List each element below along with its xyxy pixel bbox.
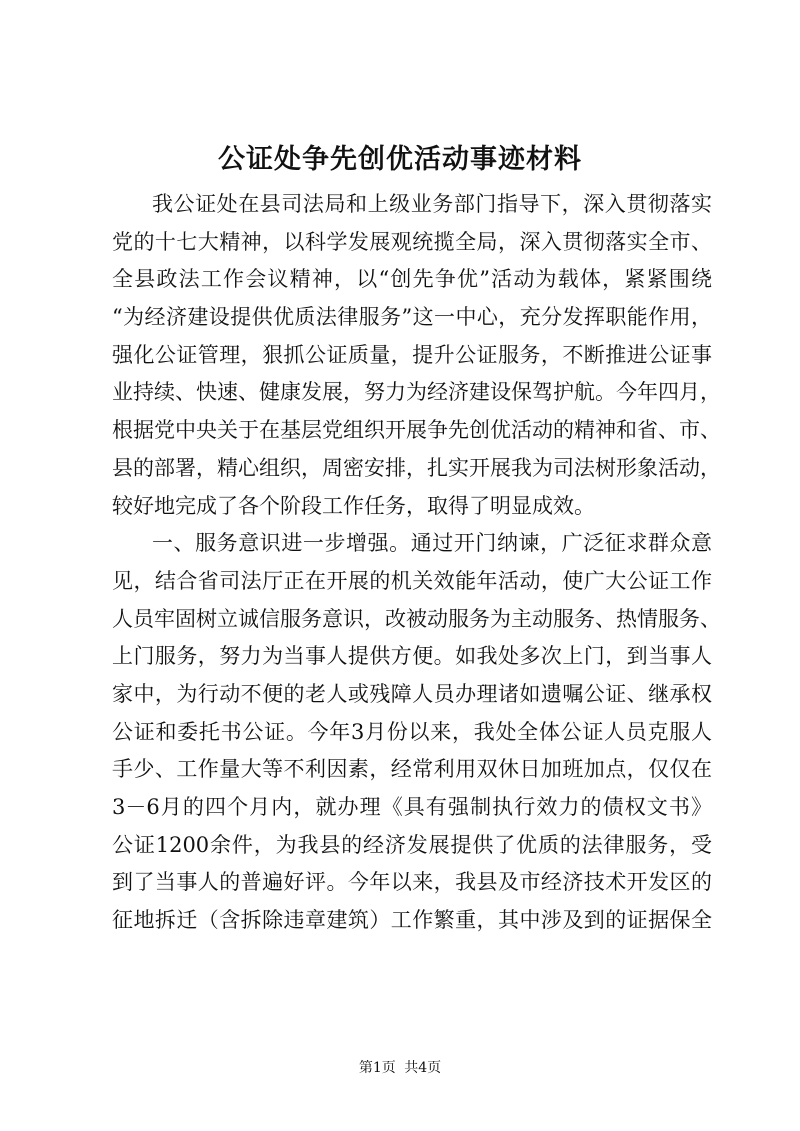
text-line: 人员牢固树立诚信服务意识，改被动服务为主动服务、热情服务、 (112, 606, 721, 631)
paragraph-service-awareness (112, 525, 721, 940)
text-line: 根据党中央关于在基层党组织开展争先创优活动的精神和省、市、 (112, 418, 721, 443)
text-line: 强化公证管理，狠抓公证质量，提升公证服务，不断推进公证事 (112, 342, 712, 367)
text-line: 公证和委托书公证。今年3月份以来，我处全体公证人员克服人 (112, 719, 712, 744)
text-line: 较好地完成了各个阶段工作任务，取得了明显成效。 (112, 493, 595, 518)
page-total: 共4页 (404, 1060, 442, 1076)
text-line: 党的十七大精神，以科学发展观统揽全局，深入贯彻落实全市、 (112, 229, 712, 254)
text-line: 一、服务意识进一步增强。通过开门纳谏，广泛征求群众意 (152, 531, 712, 556)
text-line: 上门服务，努力为当事人提供方便。如我处多次上门，到当事人 (112, 644, 712, 669)
document-body (112, 186, 721, 940)
page-number: 第1页 (358, 1060, 396, 1076)
text-line: “为经济建设提供优质法律服务”这一中心，充分发挥职能作用， (112, 305, 712, 330)
page-footer (0, 1058, 800, 1078)
paragraph-intro (112, 186, 721, 525)
text-line: 家中，为行动不便的老人或残障人员办理诸如遗嘱公证、继承权 (112, 681, 712, 706)
text-line: 公证1200余件，为我县的经济发展提供了优质的法律服务，受 (112, 832, 712, 857)
text-line: 征地拆迁（含拆除违章建筑）工作繁重，其中涉及到的证据保全 (112, 908, 712, 933)
text-line: 全县政法工作会议精神，以“创先争优”活动为载体，紧紧围绕 (112, 267, 712, 292)
text-line: 业持续、快速、健康发展，努力为经济建设保驾护航。今年四月， (112, 380, 721, 405)
text-line: 手少、工作量大等不利因素，经常利用双休日加班加点，仅仅在 (112, 757, 712, 782)
text-line: 到了当事人的普遍好评。今年以来，我县及市经济技术开发区的 (112, 870, 712, 895)
text-line: 3－6月的四个月内，就办理《具有强制执行效力的债权文书》 (112, 795, 712, 819)
document-title: 公证处争先创优活动事迹材料 (218, 144, 582, 175)
text-line: 我公证处在县司法局和上级业务部门指导下，深入贯彻落实 (152, 192, 712, 216)
text-line: 见，结合省司法厅正在开展的机关效能年活动，使广大公证工作 (112, 568, 712, 593)
text-line: 县的部署，精心组织，周密安排，扎实开展我为司法树形象活动， (112, 455, 721, 480)
